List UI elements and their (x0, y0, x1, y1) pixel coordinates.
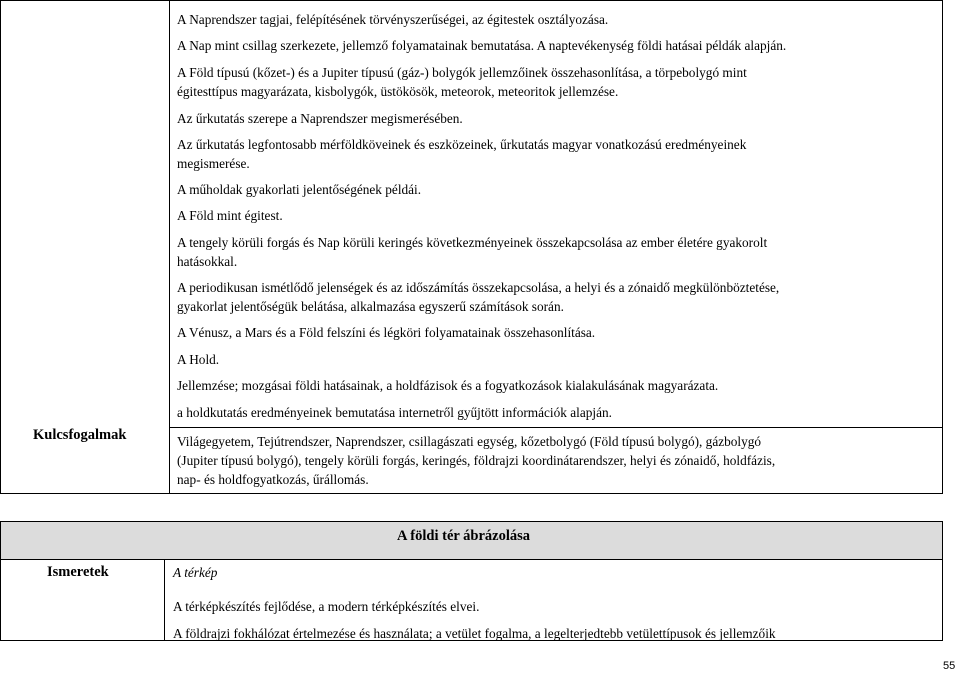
text-line: (Jupiter típusú bolygó), tengely körüli forgás, keringés, földrajzi koordinátarendszer, helyi és zónaidő, holdfázis, (177, 453, 776, 468)
text-line: A Föld mint égitest. (177, 208, 283, 223)
text-line: A Vénusz, a Mars és a Föld felszíni és légköri folyamatainak összehasonlítása. (177, 325, 596, 340)
ismeretek-label: Ismeretek (47, 564, 109, 580)
page-number: 55 (943, 660, 956, 672)
table1-bottom-border (0, 493, 943, 494)
subheading: A térkép (173, 565, 218, 580)
text-line: A földrajzi fokhálózat értelmezése és használata; a vetület fogalma, a legelterjedtebb vetülettípusok és jellemzőik (173, 626, 776, 641)
text-line: gyakorlat jelentőségük belátása, alkalmazása egyszerű számítások során. (177, 299, 564, 314)
text-line: A Föld típusú (kőzet-) és a Jupiter típusú (gáz-) bolygók jellemzőinek összehasonlítása, a törpebolygó mint (177, 65, 747, 80)
kulcsfogalmak-label: Kulcsfogalmak (33, 427, 127, 443)
text-line: a holdkutatás eredményeinek bemutatása internetről gyűjtött információk alapján. (177, 405, 612, 420)
text-line: A periodikusan ismétlődő jelenségek és az időszámítás összekapcsolása, a helyi és a zónaidő megkülönböztetése, (177, 280, 780, 295)
table1-right-border (942, 0, 943, 494)
table1-divider (169, 0, 170, 494)
text-line: hatásokkal. (177, 254, 238, 269)
table2-top-border (0, 521, 943, 522)
text-line: Az űrkutatás szerepe a Naprendszer megismerésében. (177, 111, 463, 126)
text-line: A Hold. (177, 352, 220, 367)
text-line: A műholdak gyakorlati jelentőségének példái. (177, 182, 422, 197)
table2-right-border (942, 521, 943, 641)
text-line: A Naprendszer tagjai, felépítésének törvényszerűségei, az égitestek osztályozása. (177, 12, 609, 27)
table2-left-border (0, 521, 1, 641)
text-line: A Nap mint csillag szerkezete, jellemző folyamatainak bemutatása. A naptevékenység földi hatásai példák alapján. (177, 38, 787, 53)
text-line: megismerése. (177, 156, 250, 171)
table2-divider (164, 559, 165, 641)
text-line: A tengely körüli forgás és Nap körüli keringés következményeinek összekapcsolása az ember életére gyakorolt (177, 235, 768, 250)
table1-row-separator (169, 427, 943, 428)
table1-left-border (0, 0, 1, 494)
text-line: égitesttípus magyarázata, kisbolygók, üstökösök, meteorok, meteoritok jellemzése. (177, 84, 619, 99)
text-line: nap- és holdfogyatkozás, űrállomás. (177, 472, 369, 487)
text-line: Jellemzése; mozgásai földi hatásainak, a holdfázisok és a fogyatkozások kialakulásának magyarázata. (177, 378, 719, 393)
table1-top-border (0, 0, 943, 1)
text-line: A térképkészítés fejlődése, a modern térképkészítés elvei. (173, 599, 480, 614)
table2-heading: A földi tér ábrázolása (397, 528, 531, 544)
text-line: Az űrkutatás legfontosabb mérföldköveinek és eszközeinek, űrkutatás magyar vonatkozású eredményeinek (177, 137, 747, 152)
table2-header-bottom-border (0, 559, 943, 560)
text-line: Világegyetem, Tejútrendszer, Naprendszer, csillagászati egység, kőzetbolygó (Föld típusú bolygó), gázbolygó (177, 434, 762, 449)
